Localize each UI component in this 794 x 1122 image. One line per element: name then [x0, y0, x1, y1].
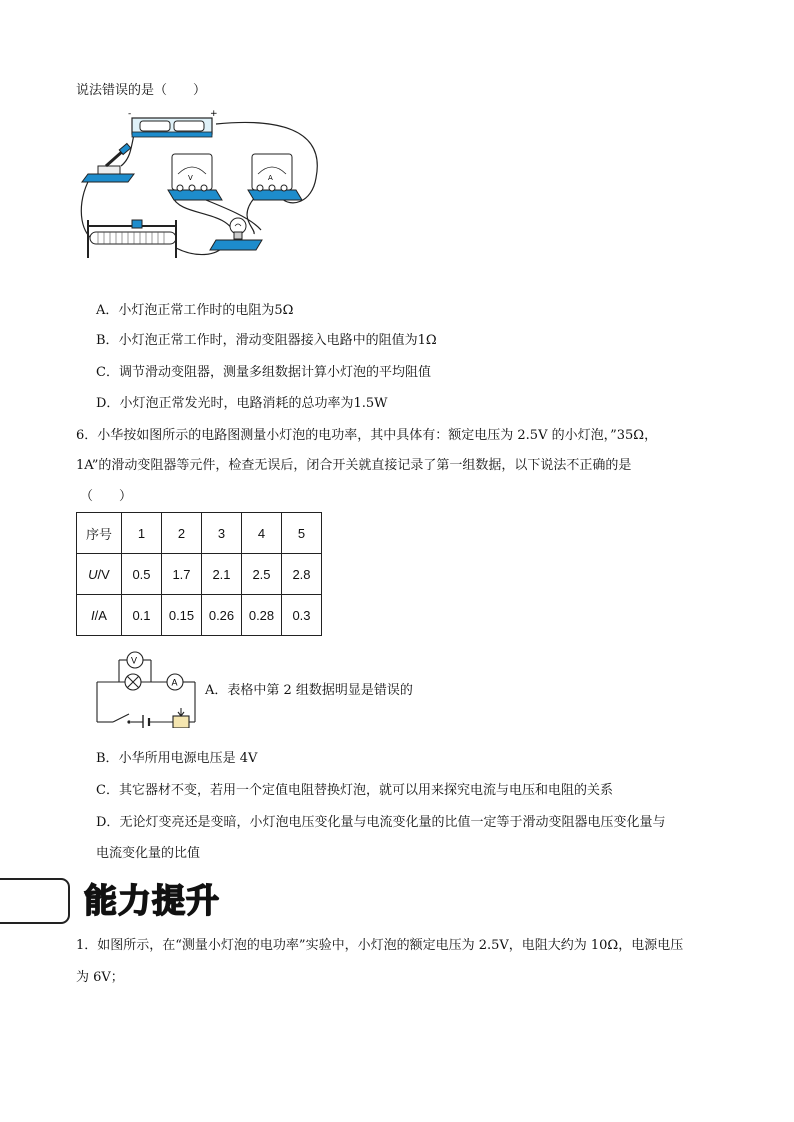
option-label: D．	[96, 396, 120, 411]
battery-holder	[128, 109, 218, 137]
table-cell: 0.28	[242, 595, 282, 636]
q6-stem-line-1: 6．小华按如图所示的电路图测量小灯泡的电功率，其中具体有：额定电压为 2.5V 的小灯泡，”35Ω，	[76, 428, 658, 443]
table-row-label	[77, 595, 122, 636]
measurement-table	[76, 512, 322, 636]
option-text: 小灯泡正常发光时，电路消耗的总功率为1.5W	[119, 396, 388, 411]
table-cell: 序号	[77, 513, 122, 554]
table-cell: 2.1	[202, 554, 242, 595]
table-cell: 3	[202, 513, 242, 554]
option-text: 小灯泡正常工作时，滑动变阻器接入电路中的阻值为1Ω	[118, 333, 437, 348]
table-cell: 2	[162, 513, 202, 554]
option-text: 表格中第 2 组数据明显是错误的	[227, 683, 413, 698]
ammeter	[248, 154, 302, 200]
next-question-line-2: 为 6V；	[76, 970, 124, 985]
section-title: 能力提升	[84, 881, 220, 920]
battery-minus-mark: -	[128, 109, 132, 119]
option-text: 无论灯变亮还是变暗，小灯泡电压变化量与电流变化量的比值一定等于滑动变阻器电压变化量与	[119, 815, 666, 830]
table-cell: 0.5	[122, 554, 162, 595]
table-cell: 2.5	[242, 554, 282, 595]
switch	[82, 143, 134, 182]
option-label: B．	[96, 333, 119, 348]
option-text: 其它器材不变，若用一个定值电阻替换灯泡，就可以用来探究电流与电压和电阻的关系	[118, 783, 613, 798]
q6-option-d-continued: 电流变化量的比值	[96, 846, 201, 861]
table-cell: 0.3	[282, 595, 322, 636]
voltage-symbol: U	[88, 566, 98, 582]
option-text: 小华所用电源电压是 4V	[118, 751, 258, 766]
table-cell: 1.7	[162, 554, 202, 595]
table-cell: 5	[282, 513, 322, 554]
schematic-voltmeter-mark: V	[131, 655, 138, 666]
q5-option-d	[96, 395, 387, 413]
table-cell: 0.1	[122, 595, 162, 636]
q5-option-a	[96, 302, 293, 320]
wire-voltmeter-to-lamp	[172, 196, 236, 236]
schematic-ammeter-mark: A	[171, 677, 178, 688]
option-label: B．	[96, 751, 119, 766]
q6-option-d	[96, 814, 665, 832]
q6-option-c	[96, 782, 613, 800]
table-cell: 0.26	[202, 595, 242, 636]
option-text: 小灯泡正常工作时的电阻为5Ω	[118, 303, 294, 318]
q6-option-b	[96, 750, 257, 768]
q6-stem-line-3: （ ）	[80, 489, 133, 504]
option-label: D．	[96, 815, 120, 830]
current-unit: /A	[94, 607, 107, 623]
table-row-label	[77, 554, 122, 595]
table-row	[77, 595, 322, 636]
table-cell: 1	[122, 513, 162, 554]
q5-stem-tail: 说法错误的是（ ）	[76, 83, 207, 98]
table-cell: 0.15	[162, 595, 202, 636]
option-label: A．	[96, 303, 119, 318]
option-label: A．	[205, 683, 228, 698]
ammeter-mark: A	[268, 174, 273, 182]
option-label: C．	[96, 783, 119, 798]
option-text: 调节滑动变阻器，测量多组数据计算小灯泡的平均阻值	[118, 365, 431, 380]
q5-option-b	[96, 332, 437, 350]
q6-option-a	[205, 682, 413, 700]
q5-option-c	[96, 364, 431, 382]
wire-ammeter-to-lamp	[247, 196, 256, 234]
voltmeter	[168, 154, 222, 200]
voltmeter-mark: V	[188, 174, 193, 182]
rheostat	[88, 220, 176, 258]
table-cell: 2.8	[282, 554, 322, 595]
switch-pivot	[127, 720, 130, 723]
option-label: C．	[96, 365, 119, 380]
next-question-line-1: 1．如图所示，在“测量小灯泡的电功率”实验中，小灯泡的额定电压为 2.5V，电阻大约为 10Ω，电源电压	[76, 938, 684, 953]
section-header-box	[0, 878, 70, 924]
circuit-schematic-figure	[95, 648, 199, 728]
table-row	[77, 554, 322, 595]
table-cell: 4	[242, 513, 282, 554]
q6-stem-line-2: 1A”的滑动变阻器等元件，检查无误后，闭合开关就直接记录了第一组数据，以下说法不正确的是	[76, 458, 632, 473]
table-header-row	[77, 513, 322, 554]
battery-plus-mark: +	[210, 109, 218, 119]
voltage-unit: /V	[97, 566, 110, 582]
circuit-apparatus-figure	[76, 108, 322, 270]
current-symbol: I	[91, 607, 95, 623]
